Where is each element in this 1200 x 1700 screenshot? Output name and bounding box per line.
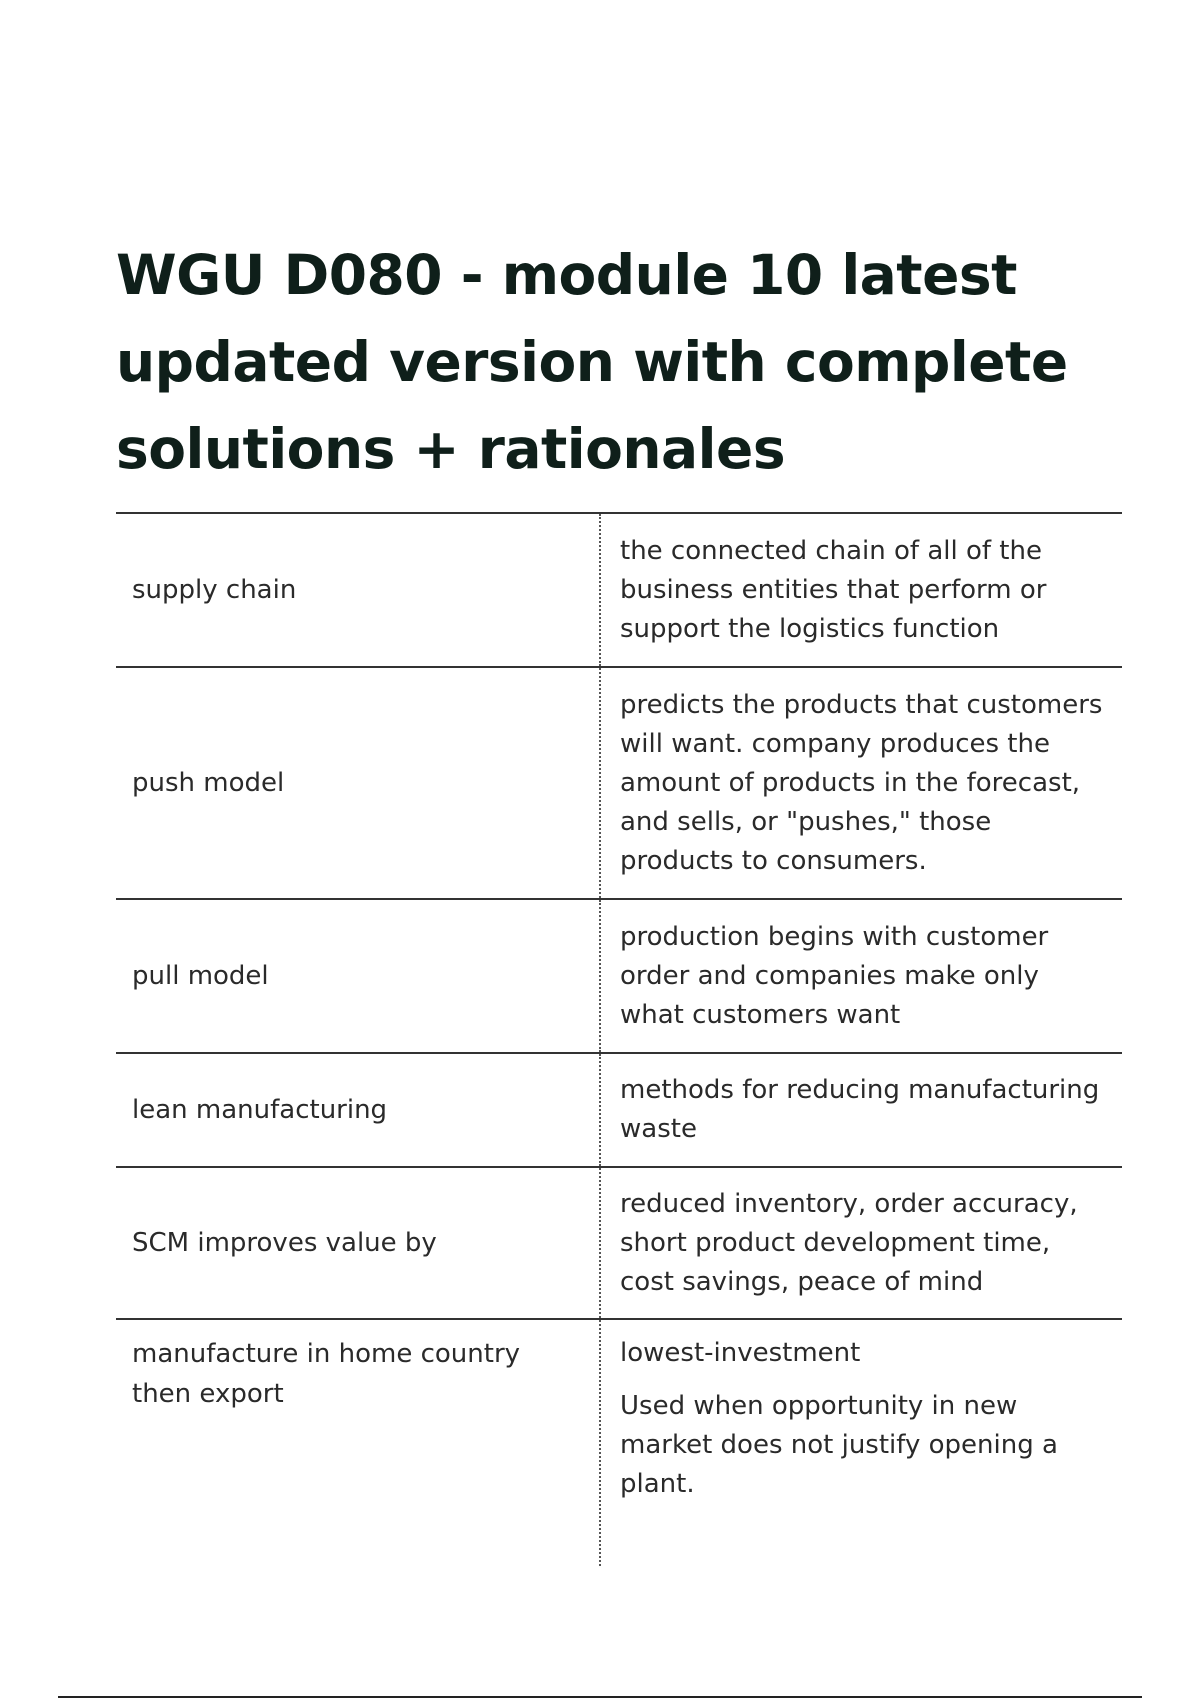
definition-text: lowest-investment [620, 1338, 861, 1368]
table-row [116, 1318, 1122, 1566]
table-row [116, 1052, 1122, 1166]
table-row [116, 512, 1122, 666]
definition-rationale: Used when opportunity in new market does not justify opening a plant. [620, 1391, 1058, 1499]
definition-cell [601, 900, 1122, 1052]
term-definition-table [116, 512, 1122, 1566]
table-row [116, 898, 1122, 1052]
definition-text: production begins with customer order and companies make only what customers want [620, 921, 1049, 1030]
page-bottom-divider [58, 1696, 1142, 1698]
definition-text: predicts the products that customers will want. company produces the amount of products in the forecast, and sells, or "pushes," those products to consumers. [620, 689, 1103, 876]
term-cell: push model [116, 668, 601, 898]
term-cell: SCM improves value by [116, 1168, 601, 1318]
definition-text: the connected chain of all of the business entities that perform or support the logistics function [620, 535, 1047, 644]
table-row [116, 666, 1122, 898]
definition-cell [601, 1054, 1122, 1166]
definition-text: reduced inventory, order accuracy, short product development time, cost savings, peace of mind [620, 1188, 1078, 1297]
definition-cell [601, 514, 1122, 666]
term-cell: supply chain [116, 514, 601, 666]
definition-cell [601, 1320, 1122, 1566]
definition-text: methods for reducing manufacturing waste [620, 1075, 1100, 1144]
definition-cell [601, 668, 1122, 898]
term-cell: pull model [116, 900, 601, 1052]
table-row [116, 1166, 1122, 1318]
definition-cell [601, 1168, 1122, 1318]
term-cell: lean manufacturing [116, 1054, 601, 1166]
page-title: WGU D080 - module 10 latest updated version with complete solutions + rationales [116, 243, 1068, 481]
term-cell: manufacture in home country then export [116, 1320, 601, 1566]
